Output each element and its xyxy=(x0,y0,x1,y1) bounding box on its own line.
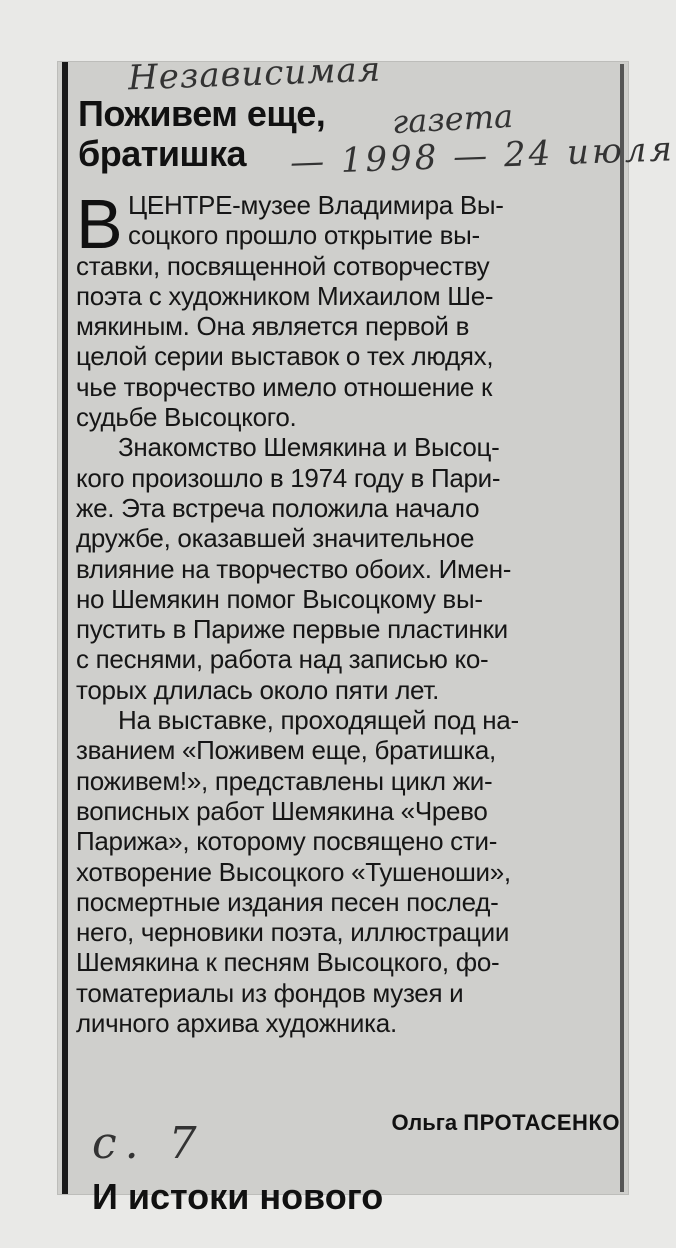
article-line: с песнями, работа над записью ко- xyxy=(76,644,489,675)
next-article-headline-cut xyxy=(92,1150,562,1217)
article-line: соцкого прошло открытие вы- xyxy=(128,220,480,251)
article-line: чье творчество имело отношение к xyxy=(76,371,493,402)
article-line: же. Эта встреча положила начало xyxy=(76,492,480,523)
column-rule-left xyxy=(62,62,68,1194)
headline-line-1: Поживем еще, xyxy=(78,93,326,134)
article-line: кого произошло в 1974 году в Пари- xyxy=(76,462,501,493)
handwritten-publication: Независимая xyxy=(127,49,382,99)
handwritten-page-number: с. 7 xyxy=(92,1118,205,1169)
handwritten-date: — 1998 — 24 июля xyxy=(289,129,676,183)
article-line: мякиным. Она является первой в xyxy=(76,311,470,342)
drop-cap: В xyxy=(76,185,123,263)
author-byline xyxy=(391,1110,620,1136)
article-line: судьбе Высоцкого. xyxy=(76,402,297,433)
article-line: вописных работ Шемякина «Чрево xyxy=(76,795,488,826)
article-line: пустить в Париже первые пластинки xyxy=(76,614,508,645)
article-line: него, черновики поэта, иллюстрации xyxy=(76,917,510,948)
article-line: дружбе, оказавшей значительное xyxy=(76,523,475,554)
author-last-name: ПРОТАСЕНКО xyxy=(463,1110,620,1135)
article-line: томатериалы из фондов музея и xyxy=(76,977,464,1008)
article-line: ЦЕНТРЕ-музее Владимира Вы- xyxy=(128,190,504,220)
article-line: влияние на творчество обоих. Имен- xyxy=(76,553,512,584)
article-line: поживем!», представлены цикл жи- xyxy=(76,765,493,796)
article-body xyxy=(76,185,616,1039)
headline-line-2: братишка xyxy=(78,133,247,174)
article-line: Парижа», которому посвящено сти- xyxy=(76,826,498,857)
author-first-name: Ольга xyxy=(391,1110,458,1135)
article-line: Знакомство Шемякина и Высоц- xyxy=(118,432,500,463)
article-line: На выставке, проходящей под на- xyxy=(118,705,519,736)
handwritten-gazeta: газета xyxy=(391,96,514,142)
column-rule-right xyxy=(620,64,624,1192)
article-line: званием «Поживем еще, братишка, xyxy=(76,735,496,766)
article-line: торых длилась около пяти лет. xyxy=(76,674,440,705)
next-headline-text: И истоки нового xyxy=(92,1176,384,1217)
article-line: ставки, посвященной сотворчеству xyxy=(76,250,490,281)
article-line: Шемякина к песням Высоцкого, фо- xyxy=(76,947,500,978)
article-line: но Шемякин помог Высоцкому вы- xyxy=(76,583,483,614)
article-line: целой серии выставок о тех людях, xyxy=(76,341,494,372)
article-line: хотворение Высоцкого «Тушеноши», xyxy=(76,856,511,887)
article-line: личного архива художника. xyxy=(76,1008,397,1039)
article-headline xyxy=(78,94,325,174)
article-line: поэта с художником Михаилом Ше- xyxy=(76,280,494,311)
article-line: посмертные издания песен послед- xyxy=(76,886,499,917)
